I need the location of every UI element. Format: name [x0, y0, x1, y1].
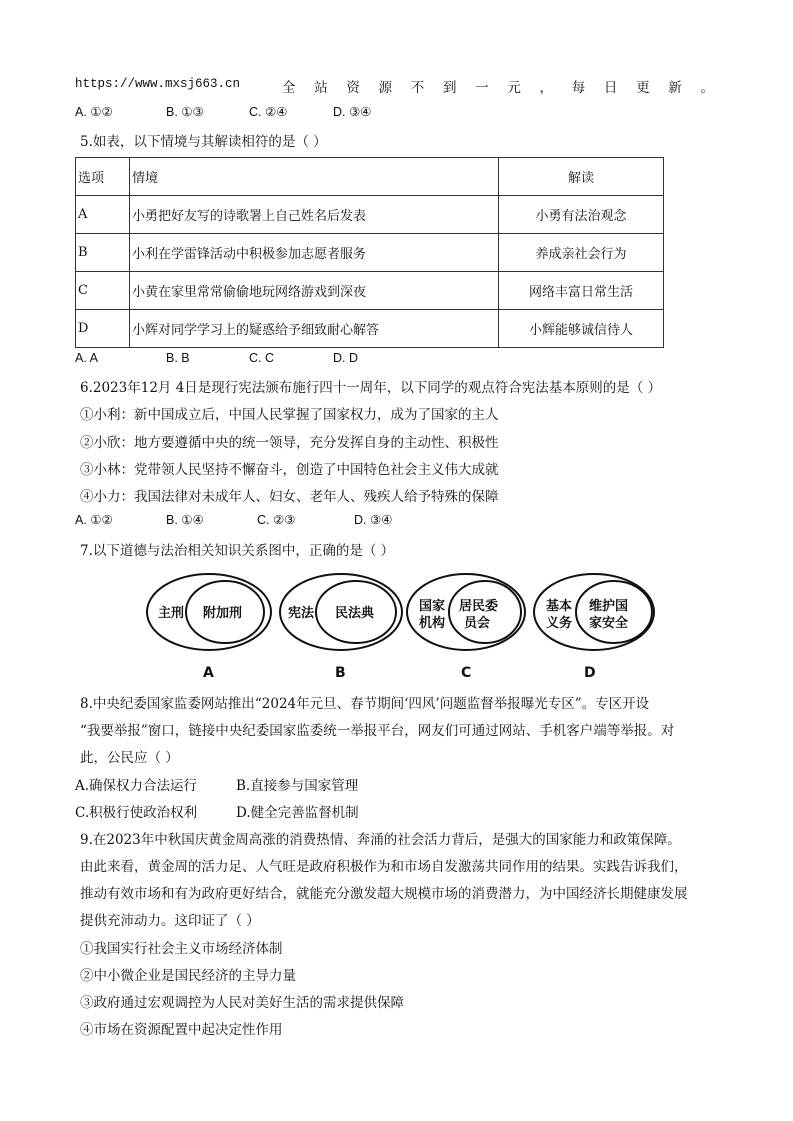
- q9-item: ③政府通过宏观调控为人民对美好生活的需求提供保障: [80, 995, 404, 1011]
- outer-label: 宪法: [288, 606, 315, 621]
- inner-label: 附加刑: [203, 606, 243, 621]
- slogan-char: ，: [539, 80, 553, 96]
- table-cell: 网络丰富日常生活: [499, 272, 664, 310]
- q5-table: [75, 157, 664, 348]
- q6-option-a: A. ①②: [75, 513, 113, 527]
- slogan-char: 每: [571, 80, 586, 96]
- slogan-char: 更: [636, 80, 650, 96]
- outer-label: 义务: [546, 616, 573, 631]
- q8-line: 8.中央纪委国家监委网站推出“2024年元旦、春节期间‘四风’问题监督举报曝光专区”。专区开设: [80, 696, 650, 712]
- slogan-char: 资: [346, 80, 360, 96]
- q8-option-b: B.直接参与国家管理: [236, 778, 359, 794]
- outer-label: 国家: [419, 599, 446, 614]
- q9-line: 9.在2023年中秋国庆黄金周高涨的消费热情、奔涌的社会活力背后，是强大的国家能力和政策保障。: [80, 832, 681, 848]
- q6-stem: 6.2023年12月 4日是现行宪法颁布施行四十一周年，以下同学的观点符合宪法基本原则的是（ ）: [80, 380, 662, 396]
- table-cell: B: [76, 234, 130, 272]
- q9-line: 提供充沛动力。这印证了（ ）: [80, 913, 260, 929]
- q9-line: 由此来看，黄金周的活力足、人气旺是政府积极作为和市场自发激荡共同作用的结果。实践告诉我们，: [80, 859, 688, 875]
- diagram-letter: D: [584, 665, 596, 681]
- diagram-a: [147, 574, 271, 681]
- slogan-char: 元: [507, 80, 521, 96]
- inner-label: 维护国: [589, 599, 629, 614]
- diagram-d: [534, 574, 654, 681]
- table-cell: 养成亲社会行为: [499, 234, 664, 272]
- outer-label: 主刑: [158, 606, 185, 621]
- outer-label: 机构: [419, 616, 446, 631]
- slogan-char: 一: [475, 80, 489, 96]
- slogan-char: 到: [442, 80, 457, 96]
- table-header-cell: 情境: [130, 158, 499, 196]
- slogan-char: 。: [700, 80, 714, 96]
- table-header-row: [76, 158, 664, 196]
- table-cell: 小辉对同学学习上的疑惑给予细致耐心解答: [130, 310, 499, 348]
- q9-item: ②中小微企业是国民经济的主导力量: [80, 968, 296, 984]
- header-slogan: [282, 76, 714, 96]
- q5-stem: 5.如表，以下情境与其解读相符的是（ ）: [80, 134, 327, 150]
- table-row: [76, 234, 664, 272]
- q8-option-a: A.确保权力合法运行: [75, 778, 198, 794]
- table-cell: C: [76, 272, 130, 310]
- table-cell: 小勇把好友写的诗歌署上自己姓名后发表: [130, 196, 499, 234]
- inner-label: 员会: [464, 616, 491, 631]
- q9-item: ①我国实行社会主义市场经济体制: [80, 941, 283, 957]
- inner-label: 家安全: [589, 616, 629, 631]
- slogan-char: 全: [282, 80, 296, 96]
- slogan-char: 不: [410, 80, 425, 96]
- q6-option-d: D. ③④: [354, 513, 393, 527]
- q6-item: ④小力：我国法律对未成年人、妇女、老年人、残疾人给予特殊的保障: [80, 489, 499, 505]
- table-row: [76, 196, 664, 234]
- q6-item: ②小欣：地方要遵循中央的统一领导，充分发挥自身的主动性、积极性: [80, 435, 499, 451]
- table-cell: 小黄在家里常常偷偷地玩网络游戏到深夜: [130, 272, 499, 310]
- slogan-char: 站: [314, 80, 328, 96]
- q8-option-d: D.健全完善监督机制: [236, 805, 359, 821]
- q8-line: “我要举报”窗口，链接中央纪委国家监委统一举报平台，网友们可通过网站、手机客户端等举报。对: [80, 723, 675, 739]
- table-cell: 小辉能够诚信待人: [499, 310, 664, 348]
- diagram-letter: A: [203, 665, 214, 681]
- q4-option-c: C. ②④: [249, 105, 288, 119]
- table-row: [76, 310, 664, 348]
- q5-option-b: B. B: [166, 351, 190, 365]
- q7-relation-diagrams: [140, 570, 660, 685]
- diagram-letter: C: [461, 665, 472, 681]
- q6-option-b: B. ①④: [166, 513, 204, 527]
- q4-option-d: D. ③④: [333, 105, 372, 119]
- outer-label: 基本: [546, 599, 573, 614]
- table-header-cell: 选项: [76, 158, 130, 196]
- diagram-letter: B: [335, 665, 346, 681]
- q5-option-d: D. D: [333, 351, 358, 365]
- table-cell: D: [76, 310, 130, 348]
- q8-option-c: C.积极行使政治权利: [75, 805, 198, 821]
- diagram-c: [407, 574, 525, 681]
- q6-option-c: C. ②③: [257, 513, 296, 527]
- diagram-b: [280, 574, 402, 681]
- q6-item: ③小林：党带领人民坚持不懈奋斗，创造了中国特色社会主义伟大成就: [80, 462, 499, 478]
- table-cell: 小勇有法治观念: [499, 196, 664, 234]
- q6-item: ①小利：新中国成立后，中国人民掌握了国家权力，成为了国家的主人: [80, 407, 499, 423]
- q8-line: 此，公民应（ ）: [80, 750, 179, 766]
- q7-stem: 7.以下道德与法治相关知识关系图中，正确的是（ ）: [80, 543, 395, 559]
- slogan-char: 源: [378, 80, 393, 96]
- inner-label: 居民委: [459, 599, 499, 614]
- header-url: https://www.mxsj663.cn: [75, 77, 241, 91]
- q4-option-b: B. ①③: [166, 105, 204, 119]
- q5-option-a: A. A: [75, 351, 98, 365]
- q9-line: 推动有效市场和有为政府更好结合，就能充分激发超大规模市场的消费潜力，为中国经济长期健康发展: [80, 886, 688, 902]
- table-row: [76, 272, 664, 310]
- q9-item: ④市场在资源配置中起决定性作用: [80, 1022, 283, 1038]
- slogan-char: 日: [603, 80, 618, 96]
- table-cell: A: [76, 196, 130, 234]
- q4-option-a: A. ①②: [75, 105, 113, 119]
- inner-label: 民法典: [335, 606, 375, 621]
- table-header-cell: 解读: [499, 158, 664, 196]
- q5-option-c: C. C: [249, 351, 274, 365]
- slogan-char: 新: [668, 80, 682, 96]
- table-cell: 小利在学雷锋活动中积极参加志愿者服务: [130, 234, 499, 272]
